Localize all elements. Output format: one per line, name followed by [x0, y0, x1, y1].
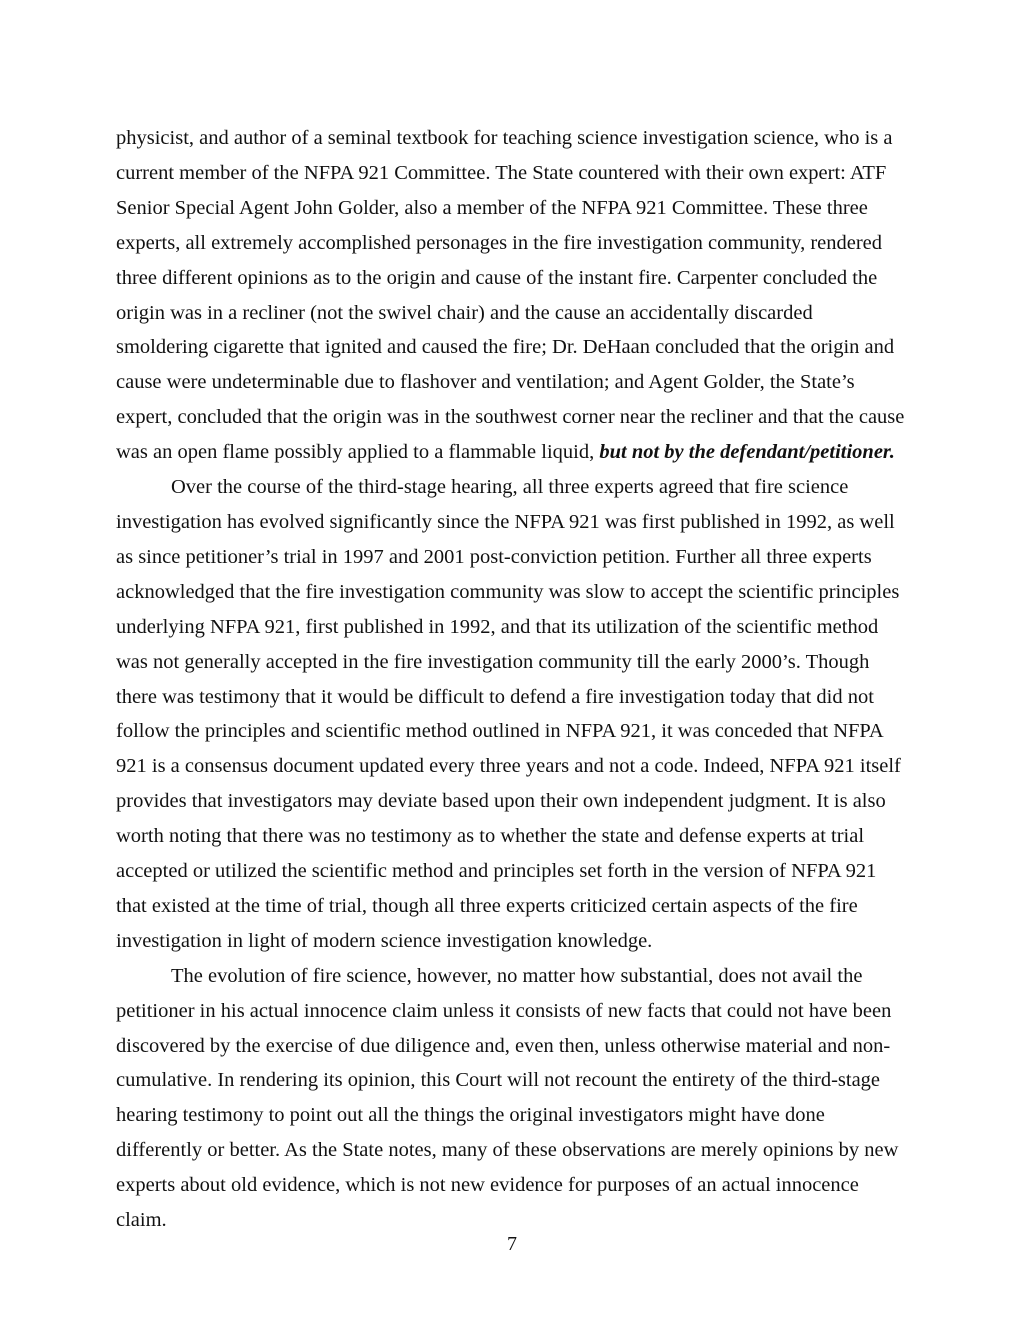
paragraph-1-text: physicist, and author of a seminal textbook for teaching science investigation science, who is a current member of the NFPA 921 Committee. The State countered with their own expert: ATF Senior Special Agent John Golder, also a member of the NFPA 921 Committee. These three experts, all extremely accomplished personages in the fire investigation community, rendered three different opinions as to the origin and cause of the instant fire. Carpenter concluded the origin was in a recliner (not the swivel chair) and the cause an accidentally discarded smoldering cigarette that ignited and caused the fire; Dr. DeHaan concluded that the origin and cause were undeterminable due to flashover and ventilation; and Agent Golder, the State’s expert, concluded that the origin was in the southwest corner near the recliner and that the cause was an open flame possibly applied to a flammable liquid,: [116, 127, 905, 464]
paragraph-1: [116, 121, 906, 470]
document-body: [116, 121, 906, 1238]
paragraph-3: The evolution of fire science, however, no matter how substantial, does not avail the petitioner in his actual innocence claim unless it consists of new facts that could not have been discovered by the exercise of due diligence and, even then, unless otherwise material and non-cumulative. In rendering its opinion, this Court will not recount the entirety of the third-stage hearing testimony to point out all the things the original investigators might have done differently or better. As the State notes, many of these observations are merely opinions by new experts about old evidence, which is not new evidence for purposes of an actual innocence claim.: [116, 964, 899, 1232]
emphasized-phrase: but not by the defendant/petitioner.: [599, 441, 895, 464]
paragraph-2: Over the course of the third-stage hearing, all three experts agreed that fire science investigation has evolved significantly since the NFPA 921 was first published in 1992, as well as since petitioner’s trial in 1997 and 2001 post-conviction petition. Further all three experts acknowledged that the fire investigation community was slow to accept the scientific principles underlying NFPA 921, first published in 1992, and that its utilization of the scientific method was not generally accepted in the fire investigation community till the early 2000’s. Though there was testimony that it would be difficult to defend a fire investigation today that did not follow the principles and scientific method outlined in NFPA 921, it was conceded that NFPA 921 is a consensus document updated every three years and not a code. Indeed, NFPA 921 itself provides that investigators may deviate based upon their own independent judgment. It is also worth noting that there was no testimony as to whether the state and defense experts at trial accepted or utilized the scientific method and principles set forth in the version of NFPA 921 that existed at the time of trial, though all three experts criticized certain aspects of the fire investigation in light of modern science investigation knowledge.: [116, 476, 901, 952]
page-number: 7: [507, 1233, 517, 1255]
